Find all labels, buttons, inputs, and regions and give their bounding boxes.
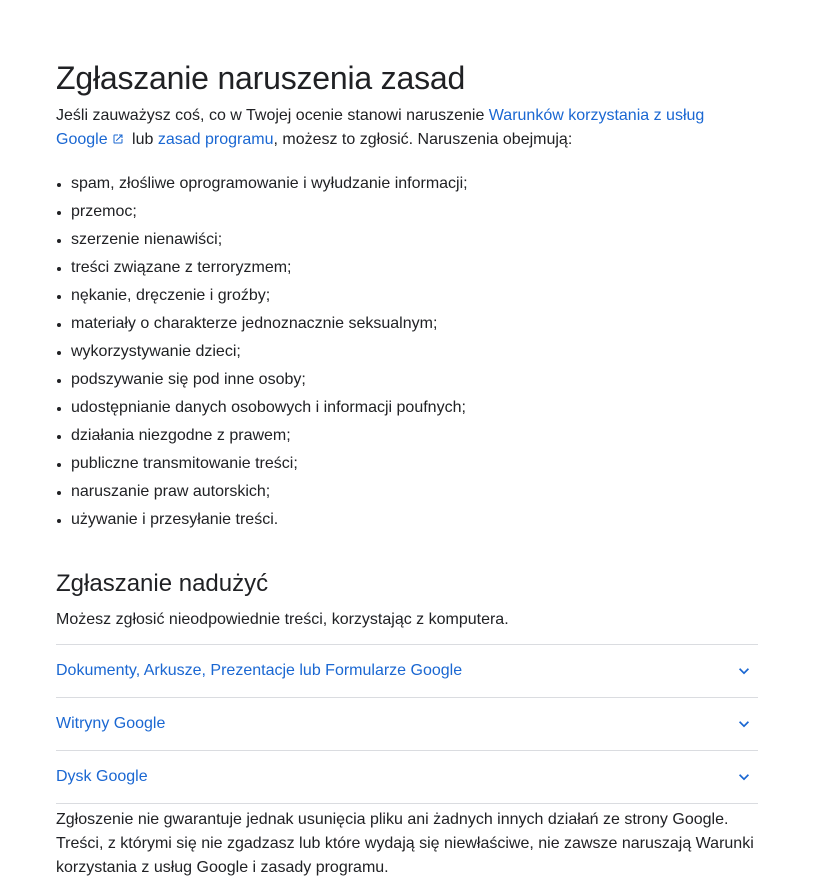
violations-list xyxy=(56,170,758,534)
disclaimer-paragraph: Zgłoszenie nie gwarantuje jednak usunięcia pliku ani żadnych innych działań ze strony Google. Treści, z którymi się nie zgadzasz lub które wydają się niewłaściwe, nie zawsze naruszają Warunki korzystania z usług Google i zasady programu. xyxy=(56,811,754,876)
accordion-item-sites[interactable] xyxy=(56,698,758,751)
list-item: materiały o charakterze jednoznacznie seksualnym; xyxy=(56,310,758,338)
list-item: nękanie, dręczenie i groźby; xyxy=(56,282,758,310)
accordion-label: Dysk Google xyxy=(56,768,148,785)
list-item: udostępnianie danych osobowych i informacji poufnych; xyxy=(56,394,758,422)
chevron-down-icon[interactable] xyxy=(734,661,754,681)
accordion-label: Dokumenty, Arkusze, Prezentacje lub Formularze Google xyxy=(56,662,463,679)
list-item: publiczne transmitowanie treści; xyxy=(56,450,758,478)
abuse-subtitle: Możesz zgłosić nieodpowiednie treści, korzystając z komputera. xyxy=(56,611,509,628)
abuse-accordion xyxy=(56,644,758,804)
abuse-heading: Zgłaszanie nadużyć xyxy=(56,570,269,597)
program-policies-link[interactable]: zasad programu xyxy=(157,131,274,148)
page-title: Zgłaszanie naruszenia zasad xyxy=(56,60,466,96)
list-item: wykorzystywanie dzieci; xyxy=(56,338,758,366)
chevron-down-icon[interactable] xyxy=(734,714,754,734)
list-item: podszywanie się pod inne osoby; xyxy=(56,366,758,394)
intro-text-between: lub xyxy=(127,131,158,148)
list-item: naruszanie praw autorskich; xyxy=(56,478,758,506)
list-item: używanie i przesyłanie treści. xyxy=(56,506,758,534)
list-item: szerzenie nienawiści; xyxy=(56,226,758,254)
intro-paragraph xyxy=(56,104,758,152)
terms-link-label: Warunków korzystania z usług Google xyxy=(56,107,705,148)
list-item: działania niezgodne z prawem; xyxy=(56,422,758,450)
intro-text-after: , możesz to zgłosić. Naruszenia obejmują: xyxy=(273,131,573,148)
list-item: spam, złośliwe oprogramowanie i wyłudzanie informacji; xyxy=(56,170,758,198)
list-item: treści związane z terroryzmem; xyxy=(56,254,758,282)
article xyxy=(56,58,758,880)
intro-text: Jeśli zauważysz coś, co w Twojej ocenie stanowi naruszenie xyxy=(56,107,489,124)
accordion-label: Witryny Google xyxy=(56,715,166,732)
list-item: przemoc; xyxy=(56,198,758,226)
external-link-icon xyxy=(112,133,124,145)
chevron-down-icon[interactable] xyxy=(734,767,754,787)
accordion-item-drive[interactable] xyxy=(56,751,758,804)
accordion-item-docs[interactable] xyxy=(56,645,758,698)
